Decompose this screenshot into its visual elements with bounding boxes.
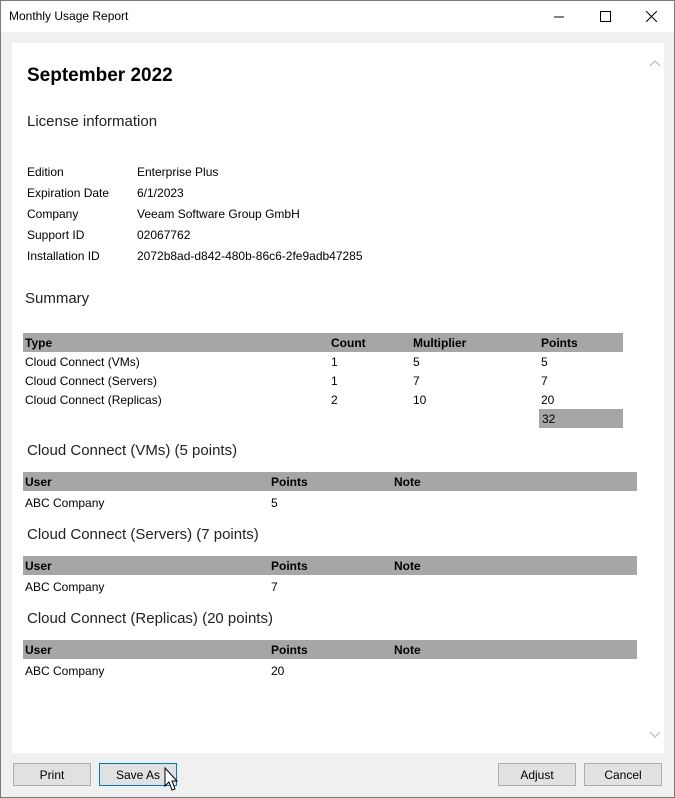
save-as-button[interactable]: Save As	[99, 763, 177, 786]
section-table-header	[23, 640, 637, 659]
section-table-header	[23, 472, 637, 491]
column-header: Note	[394, 559, 421, 573]
license-label: Installation ID	[27, 249, 100, 263]
summary-total-cell	[539, 409, 623, 428]
section-heading: Cloud Connect (Servers) (7 points)	[27, 526, 259, 543]
vertical-scrollbar[interactable]	[646, 43, 664, 753]
table-cell: Cloud Connect (VMs)	[25, 355, 140, 369]
table-cell: ABC Company	[25, 580, 105, 594]
license-heading: License information	[27, 113, 158, 130]
table-cell: Cloud Connect (Replicas)	[25, 393, 162, 407]
table-cell: 1	[331, 374, 338, 388]
summary-total-value: 32	[542, 412, 556, 426]
window-title: Monthly Usage Report	[9, 9, 129, 23]
license-label: Edition	[27, 165, 64, 179]
column-header: Points	[271, 475, 308, 489]
table-cell: 10	[413, 393, 427, 407]
report-period-title: September 2022	[27, 65, 173, 86]
license-value: 2072b8ad-d842-480b-86c6-2fe9adb47285	[137, 249, 363, 263]
license-value: Veeam Software Group GmbH	[137, 207, 300, 221]
chevron-up-icon[interactable]	[648, 57, 662, 71]
section-heading: Cloud Connect (Replicas) (20 points)	[27, 610, 273, 627]
license-value: 6/1/2023	[137, 186, 184, 200]
close-icon	[646, 11, 657, 22]
column-header: Count	[331, 336, 366, 350]
table-cell: ABC Company	[25, 496, 105, 510]
close-button[interactable]	[628, 1, 674, 32]
cancel-button[interactable]: Cancel	[584, 763, 662, 786]
license-label: Support ID	[27, 228, 85, 242]
chevron-down-icon[interactable]	[648, 727, 662, 741]
table-cell: 5	[271, 496, 278, 510]
license-label: Expiration Date	[27, 186, 110, 200]
adjust-button[interactable]: Adjust	[498, 763, 576, 786]
summary-table-header	[23, 333, 623, 352]
column-header: Points	[541, 336, 578, 350]
table-cell: 1	[331, 355, 338, 369]
license-value: Enterprise Plus	[137, 165, 219, 179]
maximize-icon	[600, 11, 611, 22]
table-cell: 20	[541, 393, 555, 407]
column-header: Points	[271, 559, 308, 573]
column-header: Points	[271, 643, 308, 657]
table-cell: ABC Company	[25, 664, 105, 678]
table-cell: 7	[271, 580, 278, 594]
license-label: Company	[27, 207, 79, 221]
maximize-button[interactable]	[582, 1, 628, 32]
column-header: Note	[394, 475, 421, 489]
license-value: 02067762	[137, 228, 191, 242]
table-cell: 5	[413, 355, 420, 369]
title-bar[interactable]	[1, 1, 674, 32]
pointer-cursor-icon	[164, 767, 180, 793]
column-header: User	[25, 643, 52, 657]
table-cell: 7	[541, 374, 548, 388]
report-viewer[interactable]	[12, 43, 664, 753]
table-cell: 20	[271, 664, 285, 678]
column-header: Note	[394, 643, 421, 657]
table-cell: 2	[331, 393, 338, 407]
column-header: User	[25, 559, 52, 573]
summary-heading: Summary	[25, 290, 90, 307]
section-heading: Cloud Connect (VMs) (5 points)	[27, 442, 238, 459]
table-cell: Cloud Connect (Servers)	[25, 374, 158, 388]
minimize-icon	[554, 12, 564, 22]
column-header: User	[25, 475, 52, 489]
table-cell: 7	[413, 374, 420, 388]
table-cell: 5	[541, 355, 548, 369]
section-table-header	[23, 556, 637, 575]
column-header: Multiplier	[413, 336, 467, 350]
print-button[interactable]: Print	[13, 763, 91, 786]
column-header: Type	[25, 336, 53, 350]
minimize-button[interactable]	[536, 1, 582, 32]
report-document	[12, 43, 642, 753]
